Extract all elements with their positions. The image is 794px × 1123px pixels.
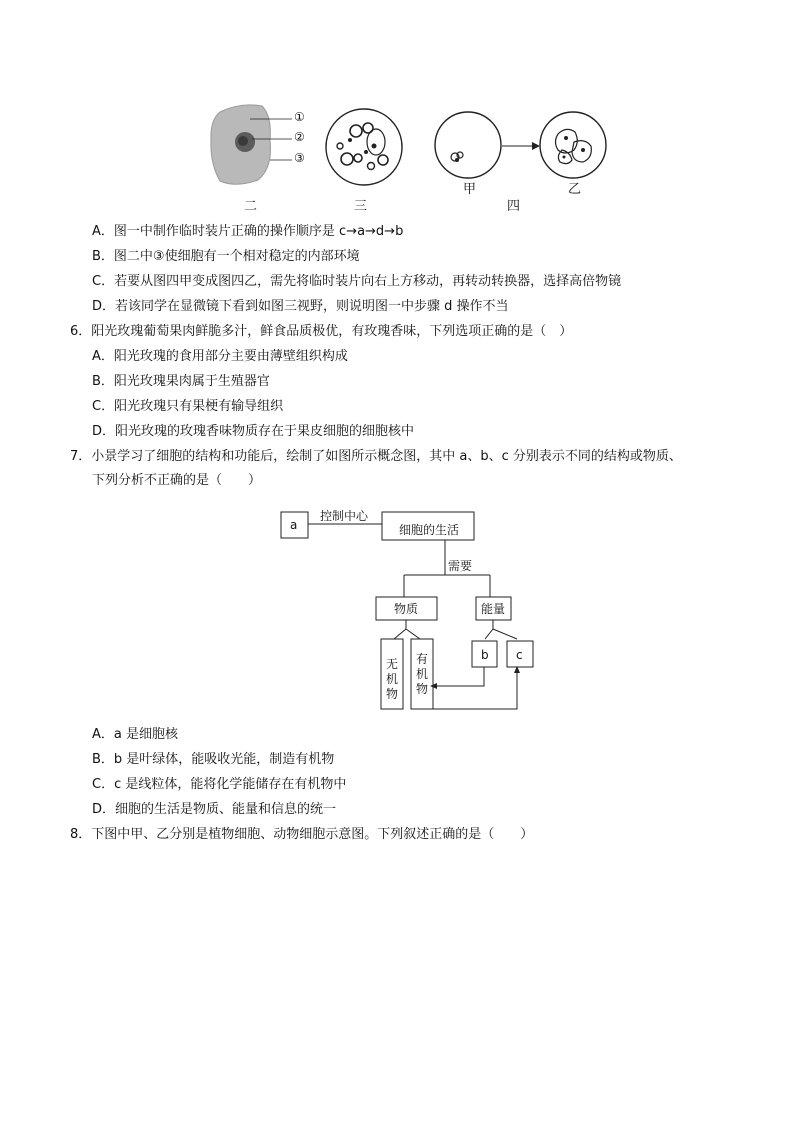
figure-2-animal-cell <box>211 105 292 184</box>
q5-option-c: C．若要从图四甲变成图四乙，需先将临时装片向右上方移动，再转动转换器，选择高倍物镜 <box>92 274 622 289</box>
figure-4-sub-a-label: 甲 <box>463 182 477 197</box>
figure-4-view-a <box>435 112 501 178</box>
q5-option-d: D．若该同学在显微镜下看到如图三视野，则说明图一中步骤 d 操作不当 <box>92 299 509 314</box>
q8-stem: 8．下图中甲、乙分别是植物细胞、动物细胞示意图。下列叙述正确的是（ ） <box>70 827 534 842</box>
figure-3-view <box>326 109 402 185</box>
diagram-edge-need: 需要 <box>448 559 473 573</box>
diagram-label-life: 细胞的生活 <box>399 523 460 537</box>
q6-option-c: C．阳光玫瑰只有果梗有输导组织 <box>92 399 284 414</box>
q6-option-b: B．阳光玫瑰果肉属于生殖器官 <box>92 374 270 389</box>
diagram-label-organic-2: 机 <box>416 667 429 681</box>
figure-2-label: 二 <box>244 199 258 214</box>
diagram-label-organic-3: 物 <box>416 682 429 696</box>
diagram-edge-control: 控制中心 <box>320 509 369 523</box>
q6-option-d: D．阳光玫瑰的玫瑰香味物质存在于果皮细胞的细胞核中 <box>92 424 415 439</box>
cell-figures <box>0 0 794 215</box>
q7-option-c: C．c 是线粒体，能将化学能储存在有机物中 <box>92 777 347 792</box>
diagram-label-inorganic-2: 机 <box>386 672 399 686</box>
diagram-label-b: b <box>481 648 489 662</box>
figure-3-label: 三 <box>354 199 368 214</box>
diagram-label-organic-1: 有 <box>416 652 429 666</box>
q7-option-a: A．a 是细胞核 <box>92 727 178 742</box>
diagram-label-inorganic-3: 物 <box>386 687 399 701</box>
diagram-label-matter: 物质 <box>394 602 419 616</box>
q5-option-a: A．图一中制作临时装片正确的操作顺序是 c→a→d→b <box>92 224 404 239</box>
q7-stem-line-1: 7．小景学习了细胞的结构和功能后，绘制了如图所示概念图，其中 a、b、c 分别表示不同的结构或物质、 <box>70 449 682 464</box>
figure-4-view-b <box>540 112 606 178</box>
q6-option-a: A．阳光玫瑰的食用部分主要由薄壁组织构成 <box>92 349 348 364</box>
diagram-label-energy: 能量 <box>481 602 506 616</box>
figure-4-sub-b-label: 乙 <box>568 182 582 197</box>
diagram-label-inorganic-1: 无 <box>386 657 399 671</box>
figure-4-label: 四 <box>507 199 521 214</box>
marker-3: ③ <box>294 151 305 165</box>
arrow-icon <box>502 142 540 150</box>
q6-stem: 6．阳光玫瑰葡萄果肉鲜脆多汁，鲜食品质极优，有玫瑰香味，下列选项正确的是（ ） <box>70 324 573 339</box>
q7-option-d: D．细胞的生活是物质、能量和信息的统一 <box>92 802 337 817</box>
marker-2: ② <box>294 130 305 144</box>
marker-1: ① <box>294 110 305 124</box>
diagram-label-a: a <box>290 518 298 532</box>
diagram-label-c: c <box>516 648 523 662</box>
q7-stem-line-2: 下列分析不正确的是（ ） <box>92 473 262 488</box>
q7-option-b: B．b 是叶绿体，能吸收光能，制造有机物 <box>92 752 335 767</box>
q5-option-b: B．图二中③使细胞有一个相对稳定的内部环境 <box>92 249 360 264</box>
